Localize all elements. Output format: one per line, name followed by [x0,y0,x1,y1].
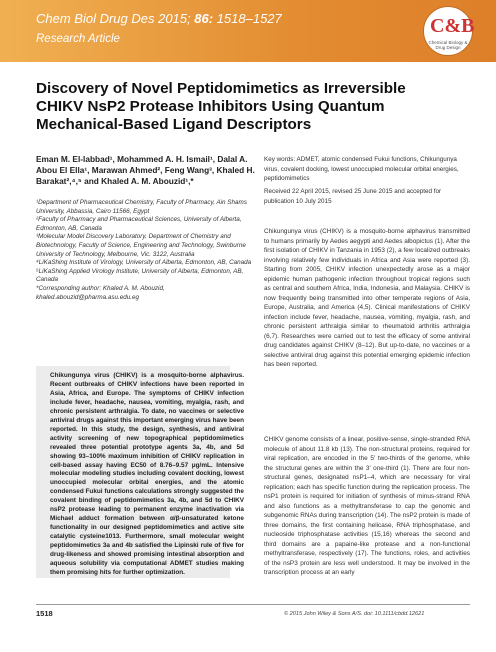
corresponding-author: *Corresponding author: Khaled A. M. Abouzid, khaled.abouzid@pharma.asu.edu.eg [36,284,165,301]
journal-name: Chem Biol Drug Des 2015; [36,11,191,26]
body-paragraph-2: CHIKV genome consists of a linear, positive-sense, single-stranded RNA molecule of about 11.8 kb (13). The non-structural proteins, required for viral replication, are encoded in the 5′ two-thirds of the genome, while the structural genes are within the 3′ one-third (1). There are four non-structural genes, designated nsP1–4, which are necessary for viral replication; each has specific function during the replication process. The nsP1 protein is required for initiation of synthesis of minus-strand RNA and also functions as a methyltransferase to cap the genomic and subgenomic RNAs during transcription (14). The nsP2 protein is made of three domains, the first containing helicase, RNA triphosphatase, and nucleoside triphosphatase activities (15,16) whereas the second and third domains are a papaine-like protease and a non-functional methyltransferase, respectively (17). The functions, roles, and activities of the nsP3 protein are less well understood. It may be involved in the transcription process at an early [264,436,470,576]
copyright-doi: © 2015 John Wiley & Sons A/S. doi: 10.1111/cbdd.12621 [284,611,425,617]
article-section: Research Article [36,33,120,45]
journal-header-banner [0,0,496,62]
affiliation-5: ⁵LiKaShing Applied Virology Institute, University of Alberta, Edmonton, AB, Canada [36,267,244,284]
affiliation-2: ²Faculty of Pharmacy and Pharmaceutical Sciences, University of Alberta, Edmonton, AB, Canada [36,216,242,232]
affiliation-1: ¹Department of Pharmaceutical Chemistry, Faculty of Pharmacy, Ain Shams University, Abbassia, Cairo 11566, Egypt [36,199,247,215]
journal-volume: 86: [194,11,214,26]
affiliation-4: ⁴LiKaShing Institute of Virology, University of Alberta, Edmonton, AB, Canada [36,259,252,267]
logo-subtext: Chemical Biology & Drug Design [428,40,468,50]
keywords: Key words: ADMET, atomic condensed Fukui functions, Chikungunya virus, covalent docking, lowest unoccupied molecular orbital energies, peptidomimetics [264,156,459,182]
affiliation-3: ³Molecular Model Discovery Laboratory, Department of Chemistry and Biotechnology, Faculty of Science, Engineering and Technology, Swinburne University of Technology, Melbourne, Vic. 3122, Australia [36,233,246,258]
received-dates: Received 22 April 2015, revised 25 June 2015 and accepted for publication 10 July 2015 [264,188,442,205]
abstract-box [36,366,244,578]
page-number: 1518 [36,609,53,618]
body-paragraph-1: Chikungunya virus (CHIKV) is a mosquito-borne alphavirus transmitted to humans primarily by Aedes aegypti and Aedes albopictus (1). After the first isolation of CHIKV in Tanzania in 1953 (2), a few localized outbreaks involving relatively few individuals in Africa and Asia were reported (3). Starting from 2005, CHIKV infection unexpectedly arose as a major epidemic human pathogenic infection throughout tropical regions such as central and southern Africa, India, Indonesia, and Malaysia. CHIKV is now frequently being transmitted into other temperate regions of Asia, Europe, Australia, and America (4,5). Clinical manifestations of CHIKV infection include fever, headache, nausea, vomiting, myalgia, rash, and chronic persistent arthralgia similar to rheumatoid arthritis arthralgia (6,7). Researches were carried out to test the efficacy of some antiviral drug candidates against CHIKV (8–12). But up-to-date, no vaccines or a selective antiviral drug against this potential emerging epidemic infection has been reported. [264,228,470,368]
article-title: Discovery of Novel Peptidomimetics as Irreversible CHIKV NsP2 Protease Inhibitors Using Quantum Mechanical-Based Ligand Descriptors [36,80,406,133]
abstract-text: Chikungunya virus (CHIKV) is a mosquito-borne alphavirus. Recent outbreaks of CHIKV infections have been reported in Asia, Africa, and Europe. The symptoms of CHIKV infection include fever, headache, nausea, vomiting, myalgia, rash, and chronic persistent arthralgia. To date, no vaccines or selective antiviral drugs against this important emerging virus have been reported. In this study, the design, synthesis, and antiviral activity screening of new topographical peptidomimetics revealed three potential prototype agents 3a, 4b, and 5d showing 93–100% maximum inhibition of CHIKV replication in cell-based assay having EC50 of 8.76–9.57 μg/mL. Intensive molecular modeling studies including covalent docking, lowest unoccupied molecular orbital energies, and the atomic condensed Fukui functions calculations strongly suggested the covalent binding of peptidomimetics 3a, 4b, and 5d to CHIKV nsP2 protease leading to permanent enzyme inactivation via Michael adduct formation between α/β-unsaturated ketone functionality in our designed peptidomimetics and active site catalytic cysteine1013. Furthermore, small molecular weight peptidomimetics 3a and 4b satisfied the Lipinski rule of five for drug-likeness and showed promising intestinal absorption and aqueous solubility via computational ADMET studies making them promising hits for further optimization. [50,372,244,576]
footer-rule [36,604,470,605]
logo-letters: C&B [430,15,475,37]
journal-pages: 1518–1527 [216,11,282,26]
journal-citation [36,11,282,26]
affiliations [36,199,258,302]
journal-logo [423,6,473,56]
author-list: Eman M. El-labbad¹, Mohammed A. H. Ismail¹, Dalal A. Abou El Ella¹, Marawan Ahmed², Feng Wang³, Khaled H. Barakat²,⁴,⁵ and Khaled A. M. Abouzid¹,* [36,154,255,187]
